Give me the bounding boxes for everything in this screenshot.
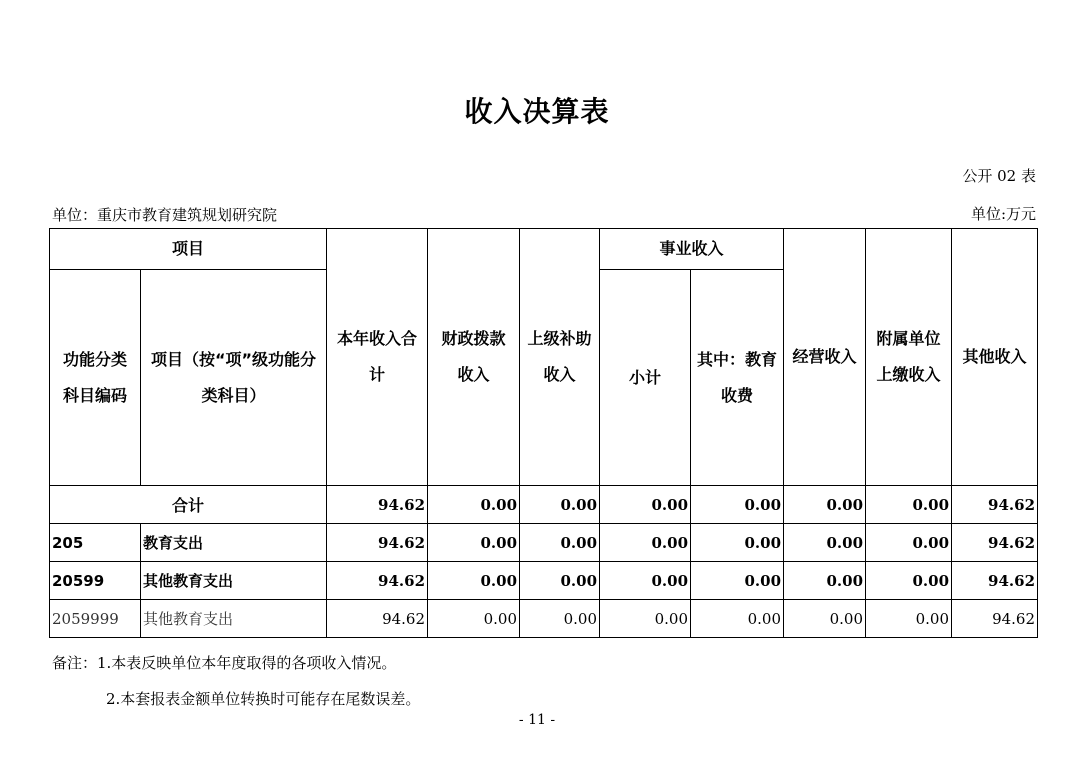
cell-value: 0.00 — [784, 524, 866, 562]
page-title: 收入决算表 — [464, 95, 610, 128]
header-item: 项目 — [50, 229, 327, 270]
cell-name: 教育支出 — [141, 524, 327, 562]
amount-unit: 单位:万元 — [970, 205, 1036, 223]
header-item-name: 项目（按“项”级功能分类科目） — [141, 270, 327, 486]
cell-value: 94.62 — [327, 562, 428, 600]
header-affiliated: 附属单位上缴收入 — [866, 229, 952, 486]
cell-value: 0.00 — [600, 562, 691, 600]
cell-code: 2059999 — [50, 600, 141, 638]
cell-value: 0.00 — [691, 562, 784, 600]
cell-value: 94.62 — [327, 600, 428, 638]
header-total-income: 本年收入合计 — [327, 229, 428, 486]
cell-value: 0.00 — [428, 562, 520, 600]
cell-value: 0.00 — [866, 600, 952, 638]
page-number: - 11 - — [518, 712, 556, 728]
header-fiscal: 财政拨款收入 — [428, 229, 520, 486]
table-row — [50, 524, 1038, 562]
note-1: 备注：1.本表反映单位本年度取得的各项收入情况。 — [52, 654, 397, 672]
header-business-group: 事业收入 — [600, 229, 784, 270]
header-superior: 上级补助收入 — [520, 229, 600, 486]
cell-value: 0.00 — [784, 562, 866, 600]
cell-value: 0.00 — [428, 600, 520, 638]
cell-value: 0.00 — [866, 486, 952, 524]
cell-value: 0.00 — [600, 600, 691, 638]
header-subtotal: 小计 — [600, 270, 691, 486]
cell-value: 0.00 — [520, 600, 600, 638]
cell-value: 94.62 — [952, 486, 1038, 524]
cell-value: 0.00 — [691, 486, 784, 524]
cell-value: 0.00 — [866, 524, 952, 562]
form-number: 公开 02 表 — [962, 167, 1036, 185]
table-row-total — [50, 486, 1038, 524]
income-table — [49, 228, 1038, 638]
cell-value: 94.62 — [952, 600, 1038, 638]
header-operating: 经营收入 — [784, 229, 866, 486]
cell-code: 20599 — [50, 562, 141, 600]
cell-value: 0.00 — [428, 486, 520, 524]
cell-value: 0.00 — [866, 562, 952, 600]
cell-value: 0.00 — [428, 524, 520, 562]
cell-value: 0.00 — [520, 486, 600, 524]
cell-name: 其他教育支出 — [141, 600, 327, 638]
cell-value: 94.62 — [327, 486, 428, 524]
unit-name: 单位：重庆市教育建筑规划研究院 — [52, 206, 278, 224]
cell-name: 其他教育支出 — [141, 562, 327, 600]
cell-value: 0.00 — [784, 600, 866, 638]
table-row — [50, 600, 1038, 638]
cell-value: 0.00 — [520, 562, 600, 600]
cell-value: 0.00 — [600, 524, 691, 562]
cell-value: 0.00 — [520, 524, 600, 562]
cell-value: 0.00 — [600, 486, 691, 524]
cell-value: 94.62 — [952, 524, 1038, 562]
cell-value: 94.62 — [327, 524, 428, 562]
cell-value: 0.00 — [784, 486, 866, 524]
total-label: 合计 — [50, 486, 327, 524]
header-edu-fee: 其中：教育收费 — [691, 270, 784, 486]
cell-value: 94.62 — [952, 562, 1038, 600]
cell-code: 205 — [50, 524, 141, 562]
cell-value: 0.00 — [691, 524, 784, 562]
table-row — [50, 562, 1038, 600]
header-func-code: 功能分类科目编码 — [50, 270, 141, 486]
note-2: 2.本套报表金额单位转换时可能存在尾数误差。 — [106, 690, 421, 708]
cell-value: 0.00 — [691, 600, 784, 638]
header-other: 其他收入 — [952, 229, 1038, 486]
